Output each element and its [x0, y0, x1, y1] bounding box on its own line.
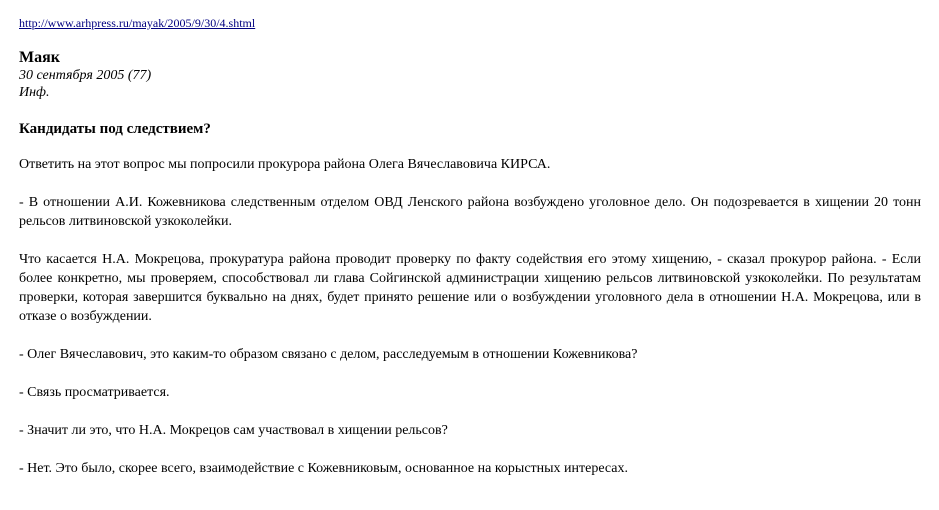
article-paragraph: - Нет. Это было, скорее всего, взаимодействие с Кожевниковым, основанное на корыстных интересах. — [19, 461, 629, 476]
publication-section: Инф. — [19, 85, 50, 100]
article-headline: Кандидаты под следствием? — [19, 121, 211, 137]
article-paragraph: - Связь просматривается. — [19, 385, 170, 400]
article-paragraph: - В отношении А.И. Кожевникова следственным отделом ОВД Ленского района возбуждено уголовное дело. Он подозревается в хищении 20 тонн рельсов литвиновской узкоколейки. — [19, 195, 921, 229]
publication-name: Маяк — [19, 49, 60, 66]
article-body — [19, 155, 921, 478]
source-link[interactable]: http://www.arhpress.ru/mayak/2005/9/30/4.shtml — [19, 16, 256, 30]
article-paragraph: - Значит ли это, что Н.А. Мокрецов сам участвовал в хищении рельсов? — [19, 423, 448, 438]
article-paragraph: Ответить на этот вопрос мы попросили прокурора района Олега Вячеславовича КИРСА. — [19, 157, 551, 172]
article-paragraph: Что касается Н.А. Мокрецова, прокуратура района проводит проверку по факту содействия его этому хищению, - сказал прокурор района. - Если более конкретно, мы проверяем, способствовал ли глава Сойгинской администрации хищению рельсов литвиновской узкоколейки. По результатам проверки, которая завершится буквально на днях, будет принято решение или о возбуждении уголовного дела в отношении Н.А. Мокрецова, или в отказе о возбуждении. — [19, 252, 921, 324]
publication-date-issue: 30 сентября 2005 (77) — [19, 68, 152, 83]
publication-info — [19, 49, 921, 101]
article-paragraph: - Олег Вячеславович, это каким-то образом связано с делом, расследуемым в отношении Кожевникова? — [19, 347, 638, 362]
